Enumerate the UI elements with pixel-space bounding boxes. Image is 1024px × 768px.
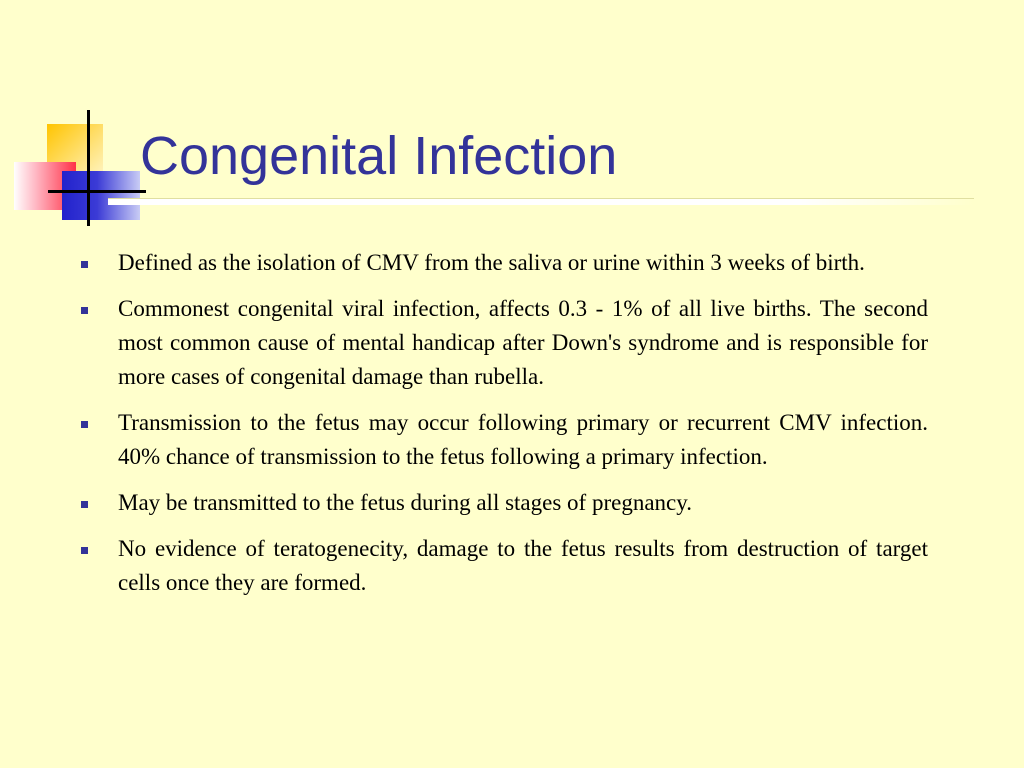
- bullet-item: [76, 406, 928, 474]
- slide-title: Congenital Infection: [140, 126, 618, 186]
- bullet-list: [76, 246, 928, 612]
- square-bullet-icon: [81, 421, 88, 428]
- bullet-item: [76, 246, 928, 280]
- vertical-line-decoration: [87, 110, 90, 226]
- bullet-text: Defined as the isolation of CMV from the saliva or urine within 3 weeks of birth.: [118, 250, 865, 275]
- blue-square-decoration: [62, 171, 140, 220]
- square-bullet-icon: [81, 307, 88, 314]
- horizontal-line-decoration: [48, 190, 146, 193]
- square-bullet-icon: [81, 501, 88, 508]
- bullet-text: Commonest congenital viral infection, affects 0.3 - 1% of all live births. The second most common cause of mental handicap after Down's syndrome and is responsible for more cases of congenital damage than rubella.: [118, 296, 928, 389]
- bullet-text: Transmission to the fetus may occur following primary or recurrent CMV infection. 40% chance of transmission to the fetus following a primary infection.: [118, 410, 928, 469]
- bullet-text: No evidence of teratogenecity, damage to the fetus results from destruction of target cells once they are formed.: [118, 536, 928, 595]
- bullet-text: May be transmitted to the fetus during all stages of pregnancy.: [118, 490, 692, 515]
- bullet-item: [76, 292, 928, 394]
- bullet-item: [76, 486, 928, 520]
- square-bullet-icon: [81, 261, 88, 268]
- bullet-item: [76, 532, 928, 600]
- title-underline: [108, 198, 974, 205]
- square-bullet-icon: [81, 547, 88, 554]
